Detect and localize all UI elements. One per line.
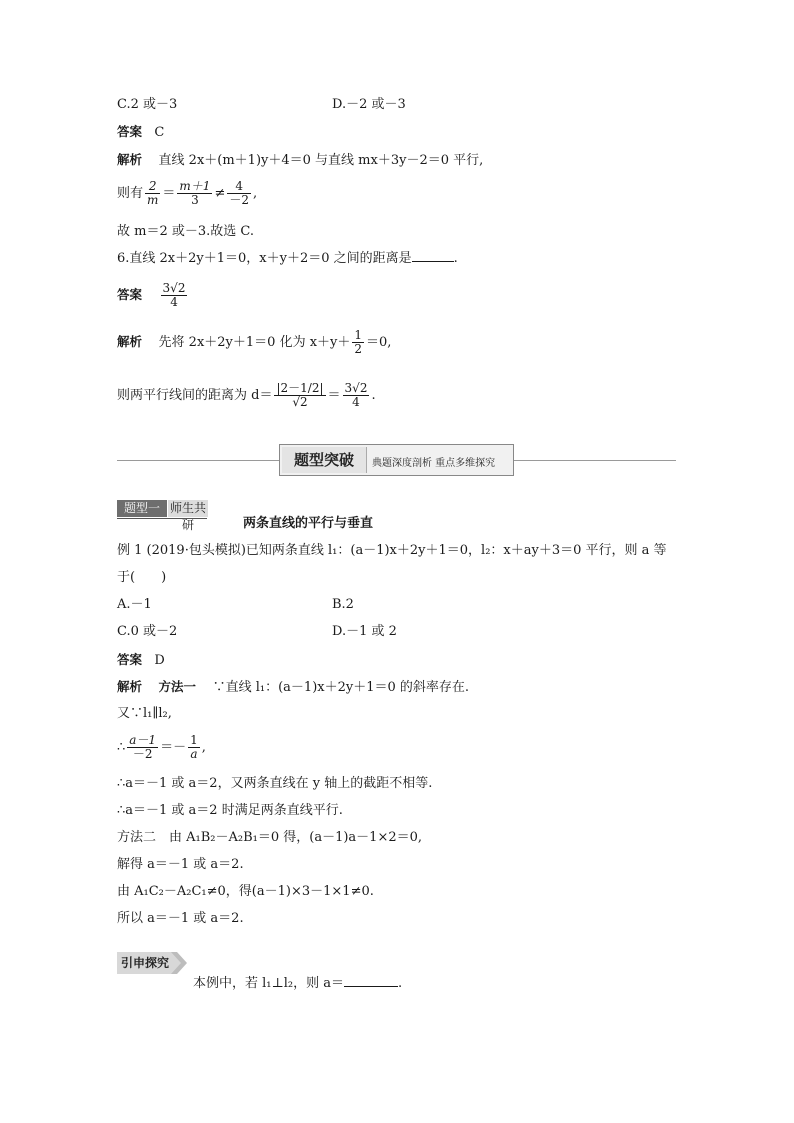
numerator: 3√2 (162, 281, 186, 295)
q5-analysis-line2 (117, 178, 257, 210)
denominator: －2 (132, 747, 153, 761)
numerator: |2－1/2| (276, 381, 324, 395)
distance-fraction (274, 382, 325, 409)
q6-stem (117, 249, 458, 268)
section-banner (279, 444, 514, 476)
answer-blank[interactable] (412, 249, 454, 262)
answer-value: C (154, 125, 165, 140)
equals: ＝ (162, 186, 176, 201)
denominator: 4 (352, 395, 360, 409)
question-text: 6.直线 2x＋2y＋1＝0，x＋y＋2＝0 之间的距离是 (117, 251, 412, 266)
analysis-label: 解析 (117, 334, 143, 349)
question-text: 本例中，若 l₁⊥l₂，则 a＝ (193, 976, 344, 991)
type-heading: 两条直线的平行与垂直 (243, 516, 374, 531)
ex1-m2-line4: 所以 a＝－1 或 a＝2. (117, 911, 244, 926)
denominator: a (190, 747, 198, 761)
analysis-text: 直线 2x＋(m＋1)y＋4＝0 与直线 mx＋3y－2＝0 平行, (158, 153, 484, 168)
numerator: a－1 (129, 733, 157, 747)
banner-title: 题型突破 (282, 447, 367, 473)
numerator: 2 (145, 180, 160, 194)
answer-label: 答案 (117, 652, 143, 667)
analysis-text: 先将 2x＋2y＋1＝0 化为 x＋y＋ (158, 335, 351, 350)
numerator: 1 (354, 328, 363, 342)
ex1-option-c: C.0 或－2 (117, 624, 178, 639)
fraction (177, 180, 212, 207)
q6-answer (117, 277, 189, 314)
ex1-m1-line4: ∴a＝－1 或 a＝2，又两条直线在 y 轴上的截距不相等. (117, 776, 433, 791)
fraction (127, 734, 158, 761)
analysis-text: ∵直线 l₁：(a－1)x＋2y＋1＝0 的斜率存在. (212, 680, 470, 695)
ex1-m1-line5: ∴a＝－1 或 a＝2 时满足两条直线平行. (117, 803, 343, 818)
q5-option-c: C.2 或－3 (117, 97, 178, 112)
q5-answer (117, 123, 164, 142)
banner-rule-right (514, 460, 676, 461)
analysis-label: 解析 (117, 679, 143, 694)
fraction (352, 329, 364, 356)
ex1-option-b: B.2 (332, 597, 354, 612)
comma: , (252, 186, 258, 201)
extend-badge (117, 950, 187, 976)
ex1-m2-line2: 解得 a＝－1 或 a＝2. (117, 857, 244, 872)
q5-analysis-line3: 故 m＝2 或－3.故选 C. (117, 224, 255, 239)
numerator: 3√2 (344, 381, 368, 395)
dot: . (453, 251, 458, 266)
ex1-m1-line3 (117, 728, 206, 768)
method-label: 方法一 (158, 679, 197, 694)
ex1-option-a: A.－1 (117, 597, 152, 612)
denominator: 4 (170, 295, 178, 309)
q6-analysis-line1 (117, 326, 391, 359)
type-badge: 题型一 (117, 500, 167, 517)
ex1-stem-line1: 例 1 (2019·包头模拟)已知两条直线 l₁：(a－1)x＋2y＋1＝0，l₂：x＋ay＋3＝0 平行，则 a 等 (117, 543, 667, 558)
text: 则有 (117, 186, 144, 201)
therefore: ∴ (117, 740, 126, 755)
dot: . (371, 388, 376, 403)
text: ＝0, (366, 335, 392, 350)
denominator: 3 (191, 193, 199, 207)
answer-fraction (161, 282, 188, 309)
ex1-m2-line3: 由 A₁C₂－A₂C₁≠0，得(a－1)×3－1×1≠0. (117, 884, 374, 899)
answer-value: D (154, 653, 165, 668)
equals: ＝－ (160, 740, 187, 755)
answer-label: 答案 (117, 287, 143, 302)
banner-rule-left (117, 460, 279, 461)
answer-blank[interactable] (344, 974, 398, 987)
ex1-option-d: D.－1 或 2 (332, 624, 397, 639)
denominator: 2 (354, 342, 363, 356)
dot: . (397, 976, 403, 991)
ex1-m2-line1: 方法二 由 A₁B₂－A₂B₁＝0 得，(a－1)a－1×2＝0, (117, 830, 423, 845)
fraction (188, 734, 200, 761)
not-equal: ≠ (214, 186, 226, 201)
ex1-analysis-line1 (117, 678, 469, 697)
extend-badge-label: 引申探究 (121, 956, 170, 970)
ex1-answer (117, 651, 165, 670)
text: 则两平行线间的距离为 d＝ (117, 388, 273, 403)
extend-question (193, 974, 402, 993)
result-fraction (343, 382, 370, 409)
numerator: 1 (190, 733, 198, 747)
fraction (145, 180, 160, 207)
type-badge-mode: 师生共研 (169, 501, 206, 532)
numerator: 4 (227, 180, 251, 194)
ex1-m1-line2: 又∵l₁∥l₂, (117, 706, 172, 721)
numerator: m＋1 (179, 179, 211, 193)
denominator: m (147, 193, 159, 207)
equals: ＝ (327, 388, 341, 403)
banner-subtitle: 典题深度剖析 重点多维探究 (372, 458, 496, 469)
q6-analysis-line2 (117, 372, 376, 420)
denominator: √2 (292, 395, 308, 409)
fraction (227, 180, 251, 207)
q5-option-d: D.－2 或－3 (332, 97, 406, 112)
answer-label: 答案 (117, 124, 143, 139)
analysis-label: 解析 (117, 152, 143, 167)
q5-analysis-line1 (117, 151, 483, 170)
comma: , (201, 740, 206, 755)
ex1-stem-line2: 于( ) (117, 570, 167, 585)
denominator: －2 (229, 193, 249, 207)
